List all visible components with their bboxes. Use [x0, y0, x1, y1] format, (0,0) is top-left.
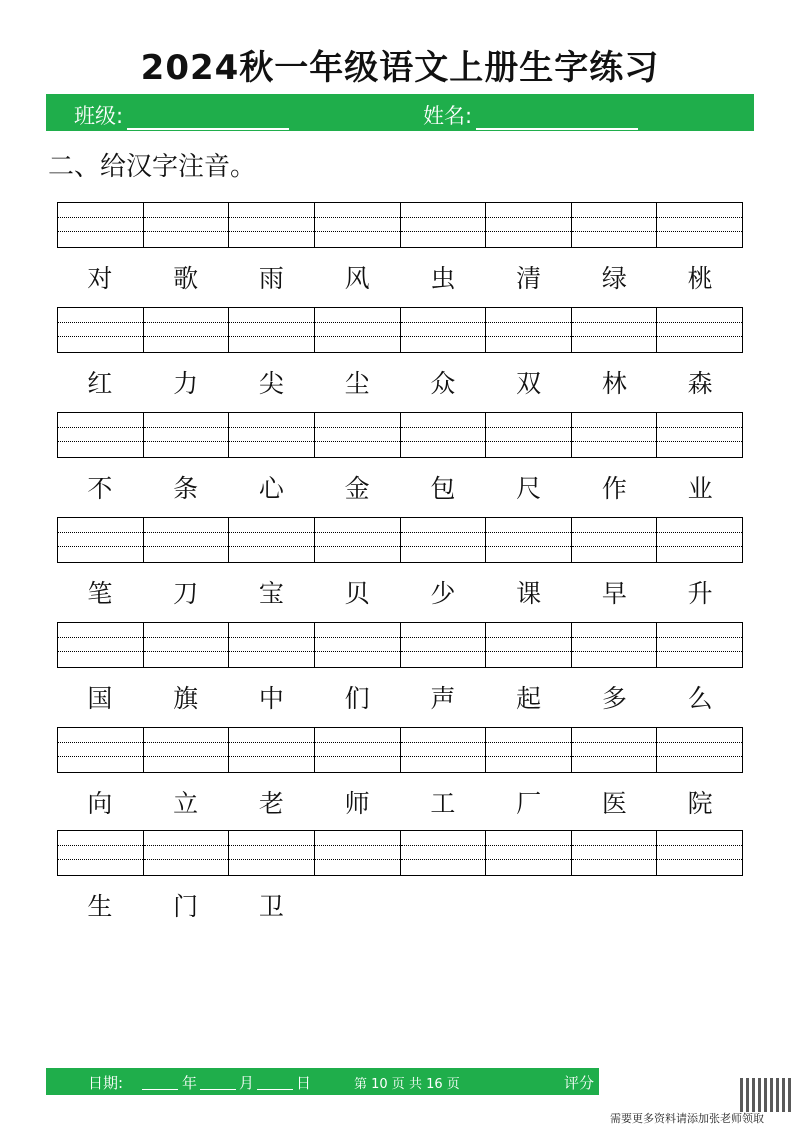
character: 业	[687, 474, 713, 503]
pinyin-cell[interactable]	[229, 203, 315, 247]
character	[572, 887, 658, 927]
character: 不	[87, 474, 113, 503]
section-title: 二、给汉字注音。	[48, 152, 257, 182]
character: 贝	[344, 579, 370, 608]
pinyin-cell[interactable]	[657, 831, 742, 875]
character: 宝	[258, 579, 284, 608]
class-field	[74, 100, 289, 130]
pinyin-cell[interactable]	[572, 203, 658, 247]
pinyin-cell[interactable]	[58, 203, 144, 247]
character: 起	[516, 684, 542, 713]
character: 作	[601, 474, 627, 503]
character-row	[57, 574, 743, 614]
pinyin-cell[interactable]	[315, 831, 401, 875]
character	[314, 887, 400, 927]
character: 歌	[173, 264, 199, 293]
pinyin-cell[interactable]	[229, 308, 315, 352]
pinyin-cell[interactable]	[144, 518, 230, 562]
date-label: 日期:	[88, 1074, 124, 1092]
pinyin-cell[interactable]	[144, 203, 230, 247]
pinyin-cell[interactable]	[401, 308, 487, 352]
pinyin-cell[interactable]	[58, 518, 144, 562]
character	[486, 887, 572, 927]
character: 心	[258, 474, 284, 503]
pinyin-cell[interactable]	[657, 518, 742, 562]
character: 对	[87, 264, 113, 293]
pinyin-cell[interactable]	[572, 518, 658, 562]
character: 笔	[87, 579, 113, 608]
character: 向	[87, 789, 113, 818]
pinyin-row	[57, 517, 743, 563]
pinyin-row	[57, 307, 743, 353]
character-row	[57, 887, 743, 927]
character: 生	[87, 892, 113, 921]
pinyin-cell[interactable]	[315, 308, 401, 352]
character: 中	[258, 684, 284, 713]
character-row	[57, 364, 743, 404]
score-box	[599, 1068, 754, 1095]
name-label: 姓名:	[423, 104, 473, 128]
pinyin-cell[interactable]	[144, 413, 230, 457]
pinyin-cell[interactable]	[401, 831, 487, 875]
character: 虫	[430, 264, 456, 293]
pinyin-cell[interactable]	[486, 203, 572, 247]
pinyin-cell[interactable]	[401, 623, 487, 667]
character: 立	[173, 789, 199, 818]
pinyin-cell[interactable]	[315, 623, 401, 667]
character: 林	[601, 369, 627, 398]
character: 声	[430, 684, 456, 713]
pinyin-cell[interactable]	[315, 518, 401, 562]
character: 们	[344, 684, 370, 713]
pinyin-cell[interactable]	[229, 518, 315, 562]
pinyin-cell[interactable]	[144, 308, 230, 352]
day-blank[interactable]	[257, 1072, 293, 1090]
character: 工	[430, 789, 456, 818]
pinyin-cell[interactable]	[572, 623, 658, 667]
pinyin-cell[interactable]	[657, 203, 742, 247]
character: 力	[173, 369, 199, 398]
qr-note: 需要更多资料请添加张老师领取	[610, 1112, 764, 1125]
character-row	[57, 469, 743, 509]
character: 绿	[601, 264, 627, 293]
character: 课	[516, 579, 542, 608]
character-row	[57, 679, 743, 719]
day-label: 日	[296, 1074, 312, 1092]
page-title: 2024秋一年级语文上册生字练习	[140, 48, 660, 88]
pinyin-cell[interactable]	[486, 413, 572, 457]
character: 门	[173, 892, 199, 921]
footer-bar	[46, 1068, 754, 1095]
character: 尺	[516, 474, 542, 503]
pinyin-cell[interactable]	[229, 413, 315, 457]
pinyin-cell[interactable]	[486, 831, 572, 875]
page-info: 第 10 页 共 16 页	[354, 1077, 460, 1092]
character: 多	[601, 684, 627, 713]
pinyin-cell[interactable]	[401, 413, 487, 457]
pinyin-cell[interactable]	[58, 623, 144, 667]
year-label: 年	[182, 1074, 198, 1092]
pinyin-cell[interactable]	[572, 831, 658, 875]
character-row	[57, 259, 743, 299]
pinyin-cell[interactable]	[58, 831, 144, 875]
score-label: 评分	[564, 1074, 595, 1092]
character: 金	[344, 474, 370, 503]
character: 师	[344, 789, 370, 818]
pinyin-cell[interactable]	[144, 623, 230, 667]
pinyin-cell[interactable]	[315, 413, 401, 457]
character-row	[57, 784, 743, 824]
pinyin-cell[interactable]	[58, 308, 144, 352]
pinyin-row	[57, 412, 743, 458]
character: 旗	[173, 684, 199, 713]
pinyin-cell[interactable]	[401, 203, 487, 247]
character: 桃	[687, 264, 713, 293]
name-blank[interactable]	[476, 106, 638, 130]
year-blank[interactable]	[142, 1072, 178, 1090]
character: 少	[430, 579, 456, 608]
class-label: 班级:	[74, 104, 124, 128]
qr-code-icon	[740, 1078, 794, 1112]
pinyin-cell[interactable]	[58, 413, 144, 457]
pinyin-cell[interactable]	[229, 831, 315, 875]
character: 卫	[258, 892, 284, 921]
pinyin-cell[interactable]	[657, 728, 742, 772]
pinyin-cell[interactable]	[486, 728, 572, 772]
month-blank[interactable]	[200, 1072, 236, 1090]
character: 国	[87, 684, 113, 713]
pinyin-cell[interactable]	[144, 831, 230, 875]
pinyin-row	[57, 727, 743, 773]
character: 么	[687, 684, 713, 713]
character: 条	[173, 474, 199, 503]
name-field	[423, 100, 638, 130]
pinyin-row	[57, 622, 743, 668]
character: 包	[430, 474, 456, 503]
pinyin-cell[interactable]	[144, 728, 230, 772]
character: 风	[344, 264, 370, 293]
character: 尖	[258, 369, 284, 398]
character: 众	[430, 369, 456, 398]
character: 医	[601, 789, 627, 818]
class-blank[interactable]	[127, 106, 289, 130]
character: 尘	[344, 369, 370, 398]
character: 升	[687, 579, 713, 608]
pinyin-cell[interactable]	[486, 518, 572, 562]
pinyin-cell[interactable]	[315, 203, 401, 247]
character: 森	[687, 369, 713, 398]
pinyin-cell[interactable]	[657, 623, 742, 667]
character: 红	[87, 369, 113, 398]
pinyin-cell[interactable]	[315, 728, 401, 772]
character: 老	[258, 789, 284, 818]
pinyin-cell[interactable]	[58, 728, 144, 772]
pinyin-cell[interactable]	[229, 728, 315, 772]
character: 院	[687, 789, 713, 818]
pinyin-row	[57, 202, 743, 248]
pinyin-cell[interactable]	[401, 518, 487, 562]
pinyin-row	[57, 830, 743, 876]
pinyin-cell[interactable]	[572, 413, 658, 457]
header-bar	[46, 94, 754, 131]
pinyin-cell[interactable]	[486, 308, 572, 352]
pinyin-cell[interactable]	[229, 623, 315, 667]
character: 早	[601, 579, 627, 608]
pinyin-cell[interactable]	[572, 308, 658, 352]
pinyin-cell[interactable]	[657, 308, 742, 352]
character: 双	[516, 369, 542, 398]
character: 清	[516, 264, 542, 293]
pinyin-cell[interactable]	[572, 728, 658, 772]
pinyin-cell[interactable]	[401, 728, 487, 772]
character	[657, 887, 743, 927]
month-label: 月	[239, 1074, 255, 1092]
character	[400, 887, 486, 927]
character: 刀	[173, 579, 199, 608]
character: 雨	[258, 264, 284, 293]
pinyin-cell[interactable]	[657, 413, 742, 457]
character: 厂	[516, 789, 542, 818]
pinyin-cell[interactable]	[486, 623, 572, 667]
